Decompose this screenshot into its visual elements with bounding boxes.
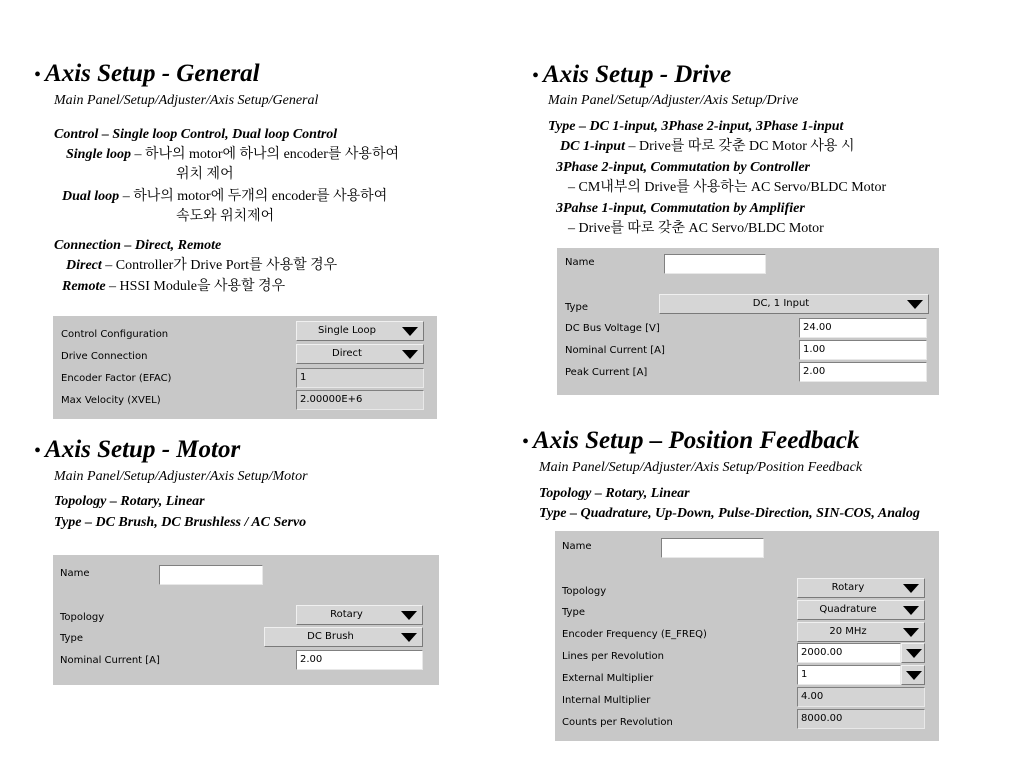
dual-loop-desc-2: 속도와 위치제어 [176, 209, 275, 224]
feedback-topology-value: Rotary [831, 582, 865, 593]
efac-label: Encoder Factor (EFAC) [61, 373, 172, 384]
bullet: • [34, 64, 42, 86]
drive-connection-value: Direct [332, 348, 362, 359]
motor-heading [34, 436, 240, 464]
external-multiplier-field[interactable]: 1 [797, 665, 901, 685]
drive-3p2-desc: – CM내부의 Drive를 사용하는 AC Servo/BLDC Motor [568, 180, 887, 195]
motor-name-label: Name [60, 568, 90, 579]
direct-desc: – Controller가 Drive Port를 사용할 경우 [105, 258, 338, 273]
feedback-name-field[interactable] [661, 538, 764, 558]
encoder-freq-label: Encoder Frequency (E_FREQ) [562, 629, 707, 640]
external-multiplier-label: External Multiplier [562, 673, 654, 684]
drive-connection-label: Drive Connection [61, 351, 148, 362]
xvel-label: Max Velocity (XVEL) [61, 395, 161, 406]
motor-heading-text: Axis Setup - Motor [45, 436, 241, 463]
motor-topology-dropdown[interactable] [296, 605, 423, 625]
feedback-settings-panel [555, 531, 939, 741]
motor-type-line: Type – DC Brush, DC Brushless / AC Servo [54, 515, 307, 530]
dc1-desc: – Drive를 따로 갖춘 DC Motor 사용 시 [628, 139, 855, 154]
single-loop-desc: – 하나의 motor에 하나의 encoder를 사용하여 [134, 147, 400, 162]
drive-name-field[interactable] [664, 254, 766, 274]
bullet: • [532, 65, 540, 87]
bullet: • [34, 440, 42, 462]
drive-type-line: Type – DC 1-input, 3Phase 2-input, 3Phase 1-input [548, 119, 844, 134]
bullet: • [522, 431, 530, 453]
remote-label: Remote [62, 279, 106, 294]
motor-topology-line: Topology – Rotary, Linear [54, 494, 205, 509]
feedback-heading [522, 427, 859, 455]
feedback-path: Main Panel/Setup/Adjuster/Axis Setup/Position Feedback [539, 460, 863, 475]
efac-field[interactable]: 1 [296, 368, 424, 388]
drive-3p1-desc: – Drive를 따로 갖춘 AC Servo/BLDC Motor [568, 221, 824, 236]
dual-loop-label: Dual loop [62, 189, 120, 204]
drive-type-dropdown[interactable] [659, 294, 929, 314]
drive-heading [532, 61, 731, 89]
counts-per-rev-label: Counts per Revolution [562, 717, 673, 728]
peak-current-label: Peak Current [A] [565, 367, 648, 378]
chevron-down-icon [903, 606, 919, 615]
chevron-down-icon [906, 671, 922, 680]
feedback-topology-label: Topology [562, 586, 607, 597]
chevron-down-icon [907, 300, 923, 309]
general-control-line: Control – Single loop Control, Dual loop Control [54, 127, 338, 142]
drive-name-label: Name [565, 257, 595, 268]
remote-desc: – HSSI Module을 사용할 경우 [109, 279, 286, 294]
drive-connection-dropdown[interactable] [296, 344, 424, 364]
counts-per-rev-field: 8000.00 [797, 709, 925, 729]
motor-type-dropdown[interactable] [264, 627, 423, 647]
drive-path: Main Panel/Setup/Adjuster/Axis Setup/Drive [548, 93, 799, 108]
chevron-down-icon [401, 633, 417, 642]
peak-current-field[interactable]: 2.00 [799, 362, 927, 382]
control-config-value: Single Loop [318, 325, 376, 336]
dual-loop-desc: – 하나의 motor에 두개의 encoder를 사용하여 [122, 189, 388, 204]
internal-multiplier-field: 4.00 [797, 687, 925, 707]
encoder-freq-value: 20 MHz [829, 626, 867, 637]
motor-nominal-label: Nominal Current [A] [60, 655, 160, 666]
general-dual-line [62, 187, 387, 207]
motor-nominal-field[interactable]: 2.00 [296, 650, 423, 670]
feedback-type-line: Type – Quadrature, Up-Down, Pulse-Direction, SIN-COS, Analog [539, 506, 920, 521]
feedback-topology-line: Topology – Rotary, Linear [539, 486, 690, 501]
feedback-name-label: Name [562, 541, 592, 552]
drive-nominal-label: Nominal Current [A] [565, 345, 665, 356]
bus-voltage-label: DC Bus Voltage [V] [565, 323, 660, 334]
control-config-dropdown[interactable] [296, 321, 424, 341]
chevron-down-icon [401, 611, 417, 620]
drive-settings-panel [557, 248, 939, 395]
lines-per-rev-menu-button[interactable] [901, 643, 925, 663]
motor-type-label: Type [60, 633, 83, 644]
internal-multiplier-label: Internal Multiplier [562, 695, 651, 706]
motor-settings-panel [53, 555, 439, 685]
motor-topology-label: Topology [60, 612, 105, 623]
general-direct-line [66, 256, 337, 276]
drive-3p1-line: 3Pahse 1-input, Commutation by Amplifier [556, 201, 805, 216]
control-config-label: Control Configuration [61, 329, 169, 340]
drive-type-label: Type [565, 302, 588, 313]
external-multiplier-menu-button[interactable] [901, 665, 925, 685]
drive-nominal-field[interactable]: 1.00 [799, 340, 927, 360]
feedback-topology-dropdown[interactable] [797, 578, 925, 598]
motor-topology-value: Rotary [330, 609, 363, 620]
general-connection-line: Connection – Direct, Remote [54, 238, 222, 253]
motor-name-field[interactable] [159, 565, 263, 585]
chevron-down-icon [903, 628, 919, 637]
general-heading [34, 60, 260, 88]
lines-per-rev-label: Lines per Revolution [562, 651, 664, 662]
chevron-down-icon [402, 350, 418, 359]
general-single-line [66, 145, 399, 165]
encoder-freq-dropdown[interactable] [797, 622, 925, 642]
chevron-down-icon [402, 327, 418, 336]
drive-3p2-line: 3Phase 2-input, Commutation by Controller [556, 160, 810, 175]
feedback-type-label: Type [562, 607, 585, 618]
general-path: Main Panel/Setup/Adjuster/Axis Setup/General [54, 93, 319, 108]
lines-per-rev-field[interactable]: 2000.00 [797, 643, 901, 663]
general-settings-panel [53, 316, 437, 419]
xvel-field[interactable]: 2.00000E+6 [296, 390, 424, 410]
drive-dc1-line [560, 137, 855, 157]
general-heading-text: Axis Setup - General [45, 60, 260, 87]
chevron-down-icon [906, 649, 922, 658]
chevron-down-icon [903, 584, 919, 593]
direct-label: Direct [66, 258, 102, 273]
feedback-type-dropdown[interactable] [797, 600, 925, 620]
single-loop-desc-2: 위치 제어 [176, 167, 234, 182]
drive-type-value: DC, 1 Input [752, 298, 810, 309]
feedback-heading-text: Axis Setup – Position Feedback [533, 427, 860, 454]
dc1-label: DC 1-input [560, 139, 625, 154]
feedback-type-value: Quadrature [819, 604, 877, 615]
motor-path: Main Panel/Setup/Adjuster/Axis Setup/Motor [54, 469, 308, 484]
general-remote-line [62, 277, 285, 297]
single-loop-label: Single loop [66, 147, 131, 162]
bus-voltage-field[interactable]: 24.00 [799, 318, 927, 338]
drive-heading-text: Axis Setup - Drive [543, 61, 732, 88]
motor-type-value: DC Brush [307, 631, 354, 642]
